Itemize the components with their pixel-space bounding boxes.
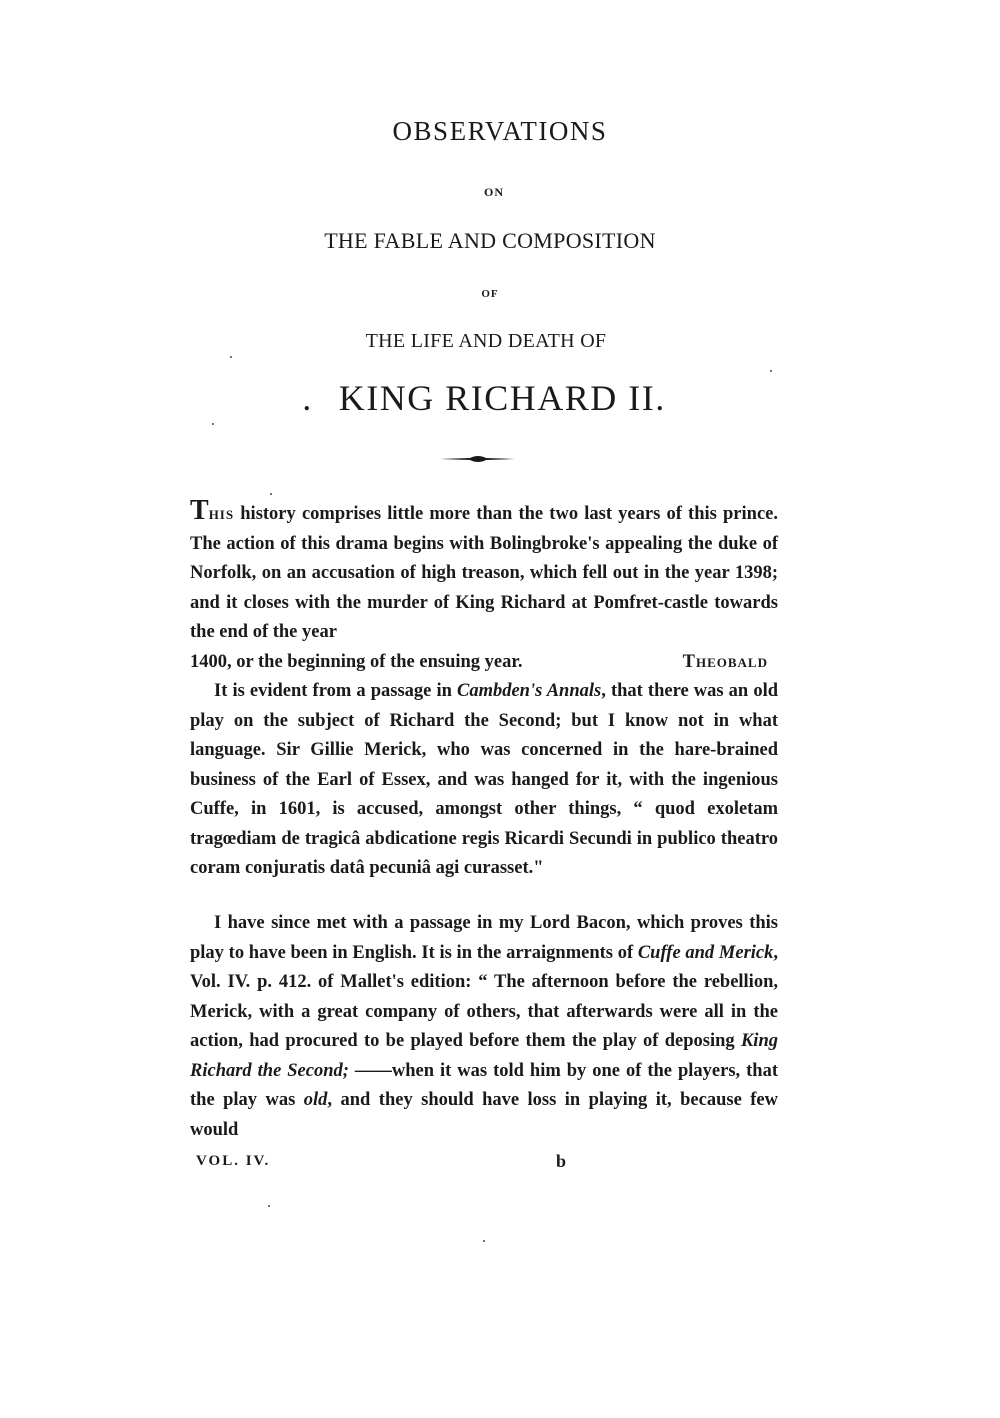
p1-smallcaps: his <box>208 504 235 524</box>
title-life-death: THE LIFE AND DEATH OF <box>365 330 607 352</box>
p1-signature: Theobald <box>682 651 768 672</box>
speck <box>483 1240 485 1242</box>
speck <box>230 356 232 358</box>
title-on: ON <box>484 185 504 199</box>
title-observations: OBSERVATIONS <box>392 116 608 146</box>
page-footer <box>196 1153 756 1170</box>
p3-start: I have since met with a passage in my Lord Bacon, which proves this play to have been in English. It is in the arraignments of <box>190 913 778 963</box>
speck <box>212 423 214 425</box>
speck <box>268 1205 270 1207</box>
p1-text: history comprises little more than the two last years of this prince. The action of this drama begins with Bolingbroke's appealing the duke of Norfolk, on an accusation of high treason, which fell out in the year 1398; and it closes with the murder of King Richard at Pomfret-castle towards the end of the year <box>190 504 778 642</box>
p2-start: It is evident from a passage in <box>214 681 457 701</box>
paragraph-1 <box>190 495 778 677</box>
p3-italic-1: Cuffe and Merick <box>637 942 774 963</box>
drop-cap: T <box>190 495 209 526</box>
paragraph-3 <box>190 909 778 1145</box>
volume-label: VOL. IV. <box>196 1153 271 1169</box>
p3-mid-2: ——when it was told him by one of the players, that the play was <box>190 1060 778 1110</box>
p3-italic-2: King Richard the Second; <box>190 1031 778 1081</box>
p1-last-text: 1400, or the beginning of the ensuing year. <box>190 651 523 672</box>
speck <box>270 493 272 495</box>
signature-mark: b <box>556 1151 567 1171</box>
paragraph-2 <box>190 677 778 884</box>
p1-last-line <box>190 648 778 678</box>
title-king-richard-text: KING RICHARD II. <box>338 378 666 418</box>
p3-italic-3: old <box>303 1090 328 1110</box>
p2-text: , that there was an old play on the subject of Richard the Second; but I know not in what language. Sir Gillie Merick, who was concerned in the hare-brained business of the Earl of Essex, and was hanged for it, with the ingenious Cuffe, in 1601, is accused, amongst other things, “ quod exoletam tragœdiam de tragicâ abdicatione regis Ricardi Secundi in publico theatro coram conjuratis datâ pecuniâ agi curasset." <box>190 681 779 878</box>
title-fable-composition: THE FABLE AND COMPOSITION <box>324 228 656 253</box>
p2-italic: Cambden's Annals <box>456 681 602 701</box>
p3-mid: , Vol. IV. p. 412. of Mallet's edition: “ The afternoon before the rebellion, Merick, with a great company of others, that afterwards were all in the action, had procured to be played before them the play of deposing <box>190 942 778 1051</box>
title-lead-dot: . <box>302 378 313 418</box>
speck <box>770 370 772 372</box>
title-king-richard <box>0 377 984 419</box>
ornament-rule-icon <box>440 452 515 466</box>
title-of: OF <box>481 288 499 300</box>
p3-end: , and they should have loss in playing it, because few would <box>190 1090 778 1140</box>
